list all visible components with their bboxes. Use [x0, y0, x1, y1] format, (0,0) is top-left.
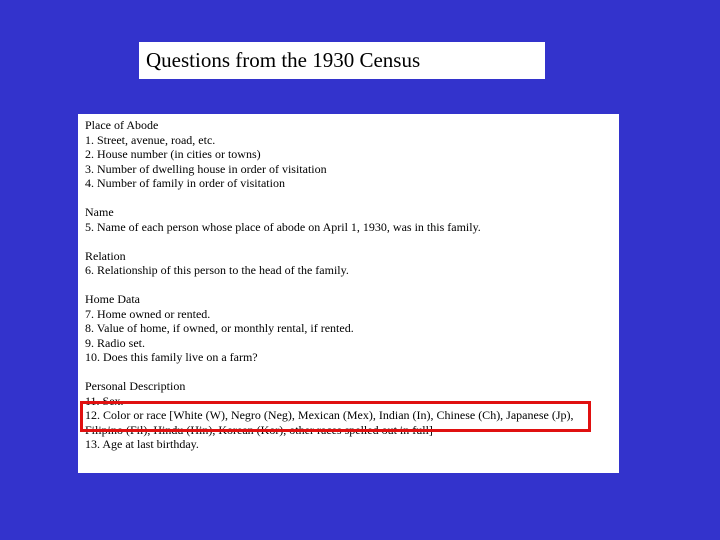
census-questions-panel — [78, 114, 619, 473]
question-line: 1. Street, avenue, road, etc. — [85, 132, 216, 147]
question-line: 3. Number of dwelling house in order of visitation — [85, 161, 327, 176]
question-line: 2. House number (in cities or towns) — [85, 147, 261, 161]
section-heading: Place of Abode — [85, 118, 159, 132]
slide-title — [139, 42, 545, 79]
section-relation — [85, 249, 619, 278]
question-line: 9. Radio set. — [85, 335, 145, 350]
question-line: Filipino (Fil), Hindu (Hin), Korean (Kor), other races spelled out in full] — [85, 422, 433, 437]
question-line: 7. Home owned or rented. — [85, 306, 211, 321]
section-place-of-abode — [85, 118, 619, 191]
slide-title-text: Questions from the 1930 Census — [146, 48, 421, 72]
question-line: 11. Sex. — [85, 393, 124, 408]
section-heading: Home Data — [85, 292, 140, 306]
section-heading: Name — [85, 205, 114, 219]
section-name — [85, 205, 619, 234]
question-line: 13. Age at last birthday. — [85, 437, 199, 451]
question-line: 8. Value of home, if owned, or monthly rental, if rented. — [85, 321, 354, 335]
question-line: 12. Color or race [White (W), Negro (Neg), Mexican (Mex), Indian (In), Chinese (Ch), Japanese (Jp), — [85, 408, 574, 422]
section-personal-description — [85, 379, 619, 452]
section-home-data — [85, 292, 619, 365]
question-line: 10. Does this family live on a farm? — [85, 350, 258, 364]
question-line: 4. Number of family in order of visitation — [85, 176, 285, 190]
question-line: 5. Name of each person whose place of abode on April 1, 1930, was in this family. — [85, 219, 481, 234]
question-line: 6. Relationship of this person to the head of the family. — [85, 263, 349, 277]
section-heading: Personal Description — [85, 379, 186, 393]
section-heading: Relation — [85, 248, 126, 263]
